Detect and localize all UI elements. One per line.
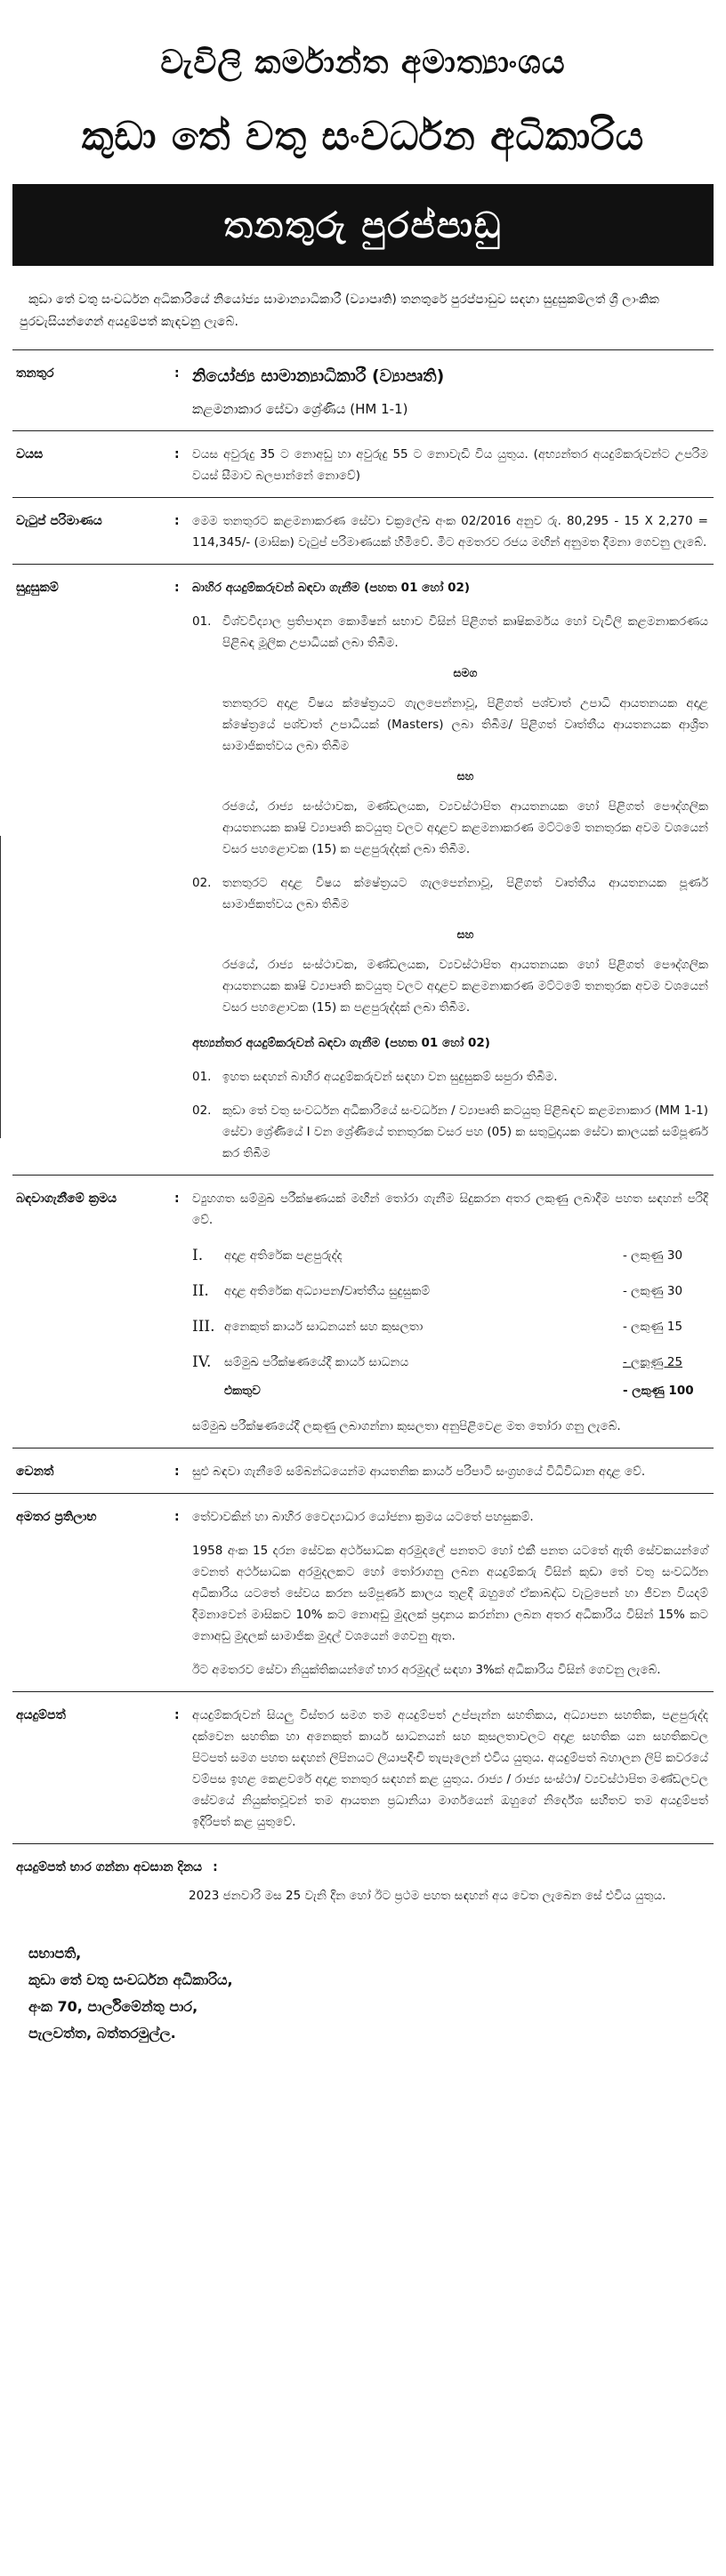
- roman-numeral: I.: [192, 1247, 204, 1264]
- marks-item: අනෙකුත් කාර්ය සාධනයන් සහ කුසලතා: [224, 1320, 424, 1334]
- marks-total-label: එකතුව: [224, 1384, 261, 1398]
- recruitment-note: සම්මුඛ පරීක්ෂණයේදී ලකුණු ලබාගන්නා කුසලතා අනුපිළිවෙළ මත තෝරා ගනු ලැබේ.: [192, 1419, 621, 1433]
- advertisement: [12, 9, 714, 2047]
- marks-item: අදාළ අතිරේක පළපුරුද්ද: [224, 1248, 343, 1263]
- marks-row: [192, 1273, 708, 1309]
- address-line: අංක 70, පාර්ලිමේන්තු පාර,: [28, 1998, 198, 2015]
- internal-item-1-text: ඉහත සඳහන් බාහිර අයදුම්කරුවන් සඳහා වන සුදුසුකම් සපුරා තිබීම.: [222, 1070, 558, 1084]
- item-number: 02.: [192, 1103, 212, 1118]
- internal-item-2: [192, 1100, 708, 1164]
- closing-date-label: අයදුම්පත් භාර ගන්නා අවසාන දිනය: [16, 1860, 203, 1874]
- colon: :: [174, 447, 180, 461]
- marks-total-value: - ලකුණු 100: [623, 1384, 694, 1398]
- applications-label: අයදුම්පත්: [16, 1708, 66, 1722]
- applications-text: අයදුම්කරුවන් සියලු විස්තර සමග තම අයදුම්පත් උප්පැන්න සහතිකය, අධ්‍යාපන සහතික, පළපුරුද්ද දක්වෙන සහතික හා අනෙකුත් කාර්ය සාධනයන් සහ කුසලතාවලට අදාළ සහතික යන සහතිකවල පිටපත් සමග පහත සඳහන් ලිපිනයට ලියාපදිංචි තැපෑලෙන් එවිය යුතුය. අයදුම්පත් බහාලන ලිපි කවරයේ වම්පස ඉහළ කෙළවරේ අදාළ තනතුර සඳහන් කළ යුතුය. රාජ්‍ය / රාජ්‍ය සංස්ථා/ ව්‍යවස්ථාපිත මණ්ඩලවල සේවයේ නියුක්තවූවන් තම ආයතන ප්‍රධානියා මාර්ගයෙන් ඔහුගේ නිර්දේශ සහිතව තම අයදුම්පත් ඉදිරිපත් කළ යුතුවේ.: [192, 1708, 708, 1829]
- marks-row: [192, 1238, 708, 1273]
- salary-label: වැටුප් පරිමාණය: [16, 514, 102, 528]
- internal-item-1: [192, 1066, 708, 1087]
- marks-value: - ලකුණු 30: [623, 1284, 683, 1298]
- benefits-medical: තේවාවකින් හා බාහිර වෛද්‍යාධාර යෝජනා ක්‍රමය යටතේ පහසුකම්.: [192, 1510, 534, 1524]
- other-text: සුළු බඳවා ගැනීමේ සම්බන්ධයෙන්ම ආයතනික කාර්ය පරිපාටි සංග්‍රහයේ විධිවිධාන අදාළ වේ.: [192, 1465, 646, 1479]
- colon: :: [174, 1510, 180, 1524]
- external-item-1-degree: විශ්වවිද්‍යාල ප්‍රතිපාදන කොමිෂන් සභාව විසින් පිළිගත් කෘෂිකර්මය හෝ වැවිලි කළමනාකරණය පිළිබඳ මූලික උපාධියක් ලබා තිබීම.: [222, 614, 708, 650]
- roman-numeral: III.: [192, 1318, 215, 1336]
- address-line: කුඩා තේ වතු සංවර්ධන අධිකාරිය,: [28, 1971, 233, 1988]
- roman-numeral: IV.: [192, 1353, 212, 1371]
- external-item-1-experience: රජයේ, රාජ්‍ය සංස්ථාවක, මණ්ඩලයක, ව්‍යවස්ථාපිත ආයතනයක හෝ පිළිගත් පෞද්ගලික ආයතනයක කෘෂි ව්‍යාපෘති කටයුතු වලට අදාළව කළමනාකරණ මට්ටමේ තනතුරක අවම වශයෙන් වසර පහළොවක (15) ක පළපුරුද්දක් ලබා තිබීම.: [222, 799, 708, 856]
- connector-and: සහ: [456, 769, 474, 782]
- item-number: 01.: [192, 614, 212, 629]
- other-label: වෙනත්: [16, 1465, 54, 1479]
- section-salary: [12, 497, 714, 553]
- page-edge-line: [0, 836, 6, 1138]
- post-label: තනතුර: [16, 366, 54, 381]
- colon: :: [174, 1465, 180, 1479]
- vacancies-banner: තනතුරු පුරප්පාඩු: [12, 184, 714, 266]
- contact-address: [12, 1940, 714, 2047]
- external-item-2-membership: තනතුරට අදාළ විෂය ක්ෂේත්‍රයට ගැලපෙන්නාවූ, පිළිගත් වෘත්තීය ආයතනයක පූර්ණ සාමාජිකත්වය ලබා තිබීම: [222, 876, 708, 911]
- post-name: නියෝජ්‍ය සාමාන්‍යාධිකාරී (ව්‍යාපෘති): [192, 366, 445, 386]
- closing-date-text: 2023 ජනවාරි මස 25 වැනි දින හෝ ඊට ප්‍රථම පහත සඳහන් අය වෙත ලැබෙන සේ එවිය යුතුය.: [189, 1889, 666, 1903]
- colon: :: [174, 514, 180, 528]
- recruitment-intro: ව්‍යුහගත සම්මුඛ පරීක්ෂණයක් මඟින් තෝරා ගැනීම සිදුකරන අතර ලකුණු ලබාදීම පහත සඳහන් පරිදි වේ.: [192, 1192, 708, 1227]
- section-qualifications: [12, 564, 714, 1164]
- ministry-title: වැවිලි කර්මාන්ත අමාත්‍යාංශය: [160, 44, 566, 81]
- marks-value: - ලකුණු 25: [623, 1355, 683, 1369]
- benefits-label: අමතර ප්‍රතිලාභ: [16, 1510, 97, 1524]
- section-applications: [12, 1691, 714, 1833]
- connector-with: සමග: [453, 666, 478, 679]
- age-text: වයස අවුරුදු 35 ට නොඅඩු හා අවුරුදු 55 ට නොවැඩි විය යුතුය. (අභ්‍යන්තර අයදුම්කරුවන්ට උපරිම වයස් සීමාව බලපාන්නේ නොවේ): [192, 447, 708, 483]
- external-recruitment-heading: බාහිර අයදුම්කරුවන් බඳවා ගැනීම (පහත 01 හෝ 02): [192, 581, 471, 595]
- colon: :: [174, 366, 180, 381]
- colon: :: [174, 581, 180, 595]
- marks-item: සම්මුඛ පරීක්ෂණයේදී කාර්ය සාධනය: [224, 1355, 409, 1369]
- item-number: 01.: [192, 1070, 212, 1084]
- marks-value: - ලකුණු 15: [623, 1320, 683, 1334]
- address-line: පැලවත්ත, බත්තරමුල්ල.: [28, 2025, 176, 2042]
- post-grade: කළමනාකාර සේවා ශ්‍රේණිය (HM 1-1): [192, 401, 408, 417]
- colon: :: [213, 1860, 218, 1874]
- internal-recruitment-heading: අභ්‍යන්තර අයදුම්කරුවන් බඳවා ගැනීම (පහත 01 හෝ 02): [192, 1036, 490, 1050]
- external-item-1-masters: තනතුරට අදාළ විෂය ක්ෂේත්‍රයට ගැලපෙන්නාවූ, පිළිගත් පශ්චාත් උපාධි ආයතනයක අදාළ ක්ෂේත්‍රයේ පශ්චාත් උපාධියක් (Masters) ලබා තිබීම/ පිළිගත් වෘත්තීය ආයතනයක ආශ්‍රිත සාමාජිකත්වය ලබා තිබීම: [222, 696, 708, 753]
- marks-row: [192, 1309, 708, 1344]
- colon: :: [174, 1192, 180, 1206]
- marks-value: - ලකුණු 30: [623, 1248, 683, 1263]
- intro-paragraph: කුඩා තේ වතු සංවර්ධන අධිකාරියේ නියෝජ්‍ය සාමාන්‍යාධිකාරී (ව්‍යාපෘති) තනතුරේ පුරප්පාඩුව සඳහා සුදුසුකම්ලත් ශ්‍රී ලාංකික පුරවැසියන්ගෙන් අයදුම්පත් කැඳවනු ලැබේ.: [20, 293, 659, 329]
- benefits-provident-fund: 1958 අංක 15 දරන සේවක අර්ථසාධක අරමුදලේ පනතට හෝ එකී පනත යටතේ ඇති සේවකයන්ගේ වෙනත් අර්ථසාධක අරමුදලකට හෝ තෝරාගනු ලබන අයදුම්කරු විසින් කුඩා තේ වතු සංවර්ධන අධිකාරිය යටතේ සේවය කරන සම්පූර්ණ කාලය තුළදී ඔහුගේ ඒකාබද්ධ වැටුපෙන් හා ජීවන වියදම් දීමනාවෙන් මාසිකව 10% කට නොඅඩු මුදලක් ප්‍රදානය කරන්නා ලබන අතර අධිකාරිය විසින් 15% කට නොඅඩු මුදලක් සාමාජික මුදල් වශයෙන් ගෙවනු ඇත.: [192, 1544, 708, 1643]
- roman-numeral: II.: [192, 1282, 209, 1300]
- section-post: [12, 349, 714, 420]
- marks-total-row: [192, 1380, 708, 1403]
- connector-and: සහ: [456, 927, 474, 941]
- section-recruitment-method: [12, 1175, 714, 1437]
- address-line: සභාපති,: [28, 1945, 82, 1962]
- external-item-1: [192, 611, 708, 860]
- marks-table: [192, 1238, 708, 1403]
- colon: :: [174, 1708, 180, 1722]
- external-item-2-experience: රජයේ, රාජ්‍ය සංස්ථාවක, මණ්ඩලයක, ව්‍යවස්ථාපිත ආයතනයක හෝ පිළිගත් පෞද්ගලික ආයතනයක කෘෂි ව්‍යාපෘති කටයුතු වලට අදාළව කළමනාකරණ මට්ටමේ තනතුරක අවම වශයෙන් වසර පහළොවක (15) ක පළපුරුද්දක් ලබා තිබීම.: [222, 958, 708, 1015]
- salary-text: මෙම තනතුරට කළමනාකරණ සේවා චක්‍රලේඛ අංක 02/2016 අනුව රු. 80,295 - 15 X 2,270 = 114,345/- (මාසික) වැටුප් පරිමාණයක් හිමිවේ. මීට අමතරව රජය මඟින් අනුමත දීමනා ගෙවනු ලැබේ.: [192, 514, 708, 550]
- external-item-2: [192, 872, 708, 1018]
- internal-item-2-text: කුඩා තේ වතු සංවර්ධන අධිකාරියේ සංවර්ධන / ව්‍යාපෘති කටයුතු පිළිබඳව කළමනාකාර (MM 1-1) සේවා ශ්‍රේණියේ I වන ශ්‍රේණියේ තනතුරක වසර පහ (05) ක සතුටුදායක සේවා කාලයක් සම්පූර්ණ කර තිබීම: [222, 1103, 708, 1160]
- item-number: 02.: [192, 876, 212, 890]
- marks-row: [192, 1344, 708, 1380]
- section-age: [12, 430, 714, 486]
- recruitment-label: බඳවාගැනීමේ ක්‍රමය: [16, 1192, 117, 1206]
- qualifications-label: සුදුසුකම්: [16, 581, 59, 595]
- section-closing-date: [12, 1843, 714, 1906]
- benefits-trust-fund: ඊට අමතරව සේවා නියුක්තිකයන්ගේ භාර අරමුදල් සඳහා 3%ක් අධිකාරිය විසින් ගෙවනු ලැබේ.: [192, 1663, 661, 1677]
- marks-item: අදාළ අතිරේක අධ්‍යාපන/වෘත්තීය සුදුසුකම්: [224, 1284, 431, 1298]
- section-benefits: [12, 1493, 714, 1681]
- authority-title: කුඩා තේ වතු සංවර්ධන අධිකාරිය: [81, 114, 645, 159]
- section-other: [12, 1448, 714, 1482]
- age-label: වයස: [16, 447, 44, 461]
